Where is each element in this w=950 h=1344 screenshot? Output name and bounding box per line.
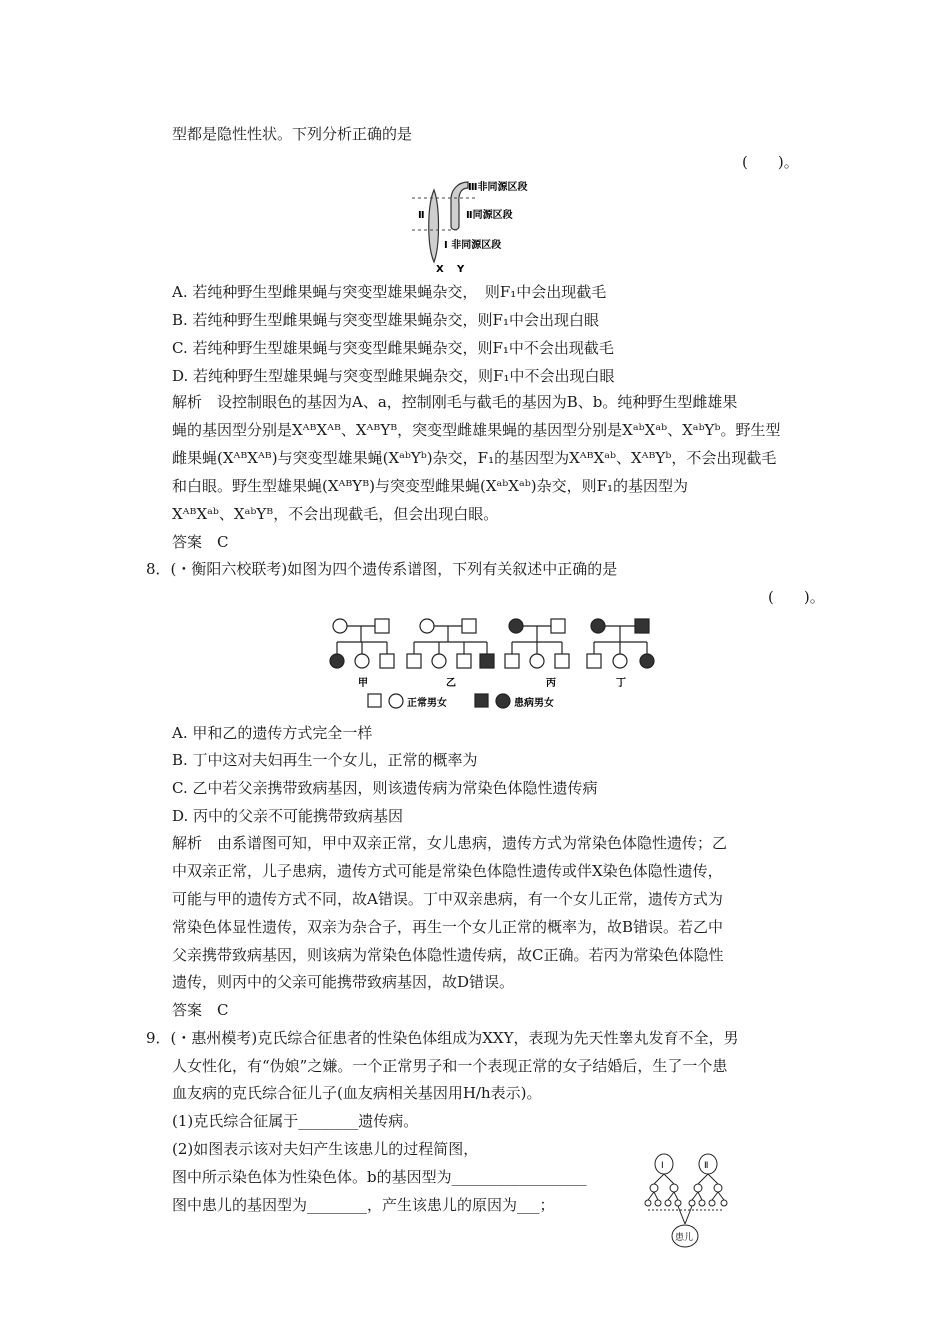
- legend-affected-male: [475, 694, 488, 707]
- q9-stem-line-1: 9．(・惠州模考)克氏综合征患者的性染色体组成为XXY，表现为先天性睾丸发育不全，男: [146, 1029, 739, 1047]
- q7-analysis-line-5: XᴬᴮXᵃᵇ、XᵃᵇYᴮ，不会出现截毛，但会出现白眼。: [172, 505, 499, 523]
- q9-sub1: (1)克氏综合征属于________遗传病。: [172, 1112, 419, 1130]
- pedigree-label-jia: 甲: [358, 678, 368, 689]
- label-I-nonhomologous: Ⅰ 非同源区段: [444, 240, 502, 251]
- q9-stem-line-2: 人女性化，有“伪娘”之嫌。一个正常男子和一个表现正常的女子结婚后，生了一个患: [172, 1057, 728, 1075]
- legend-affected-female: [496, 694, 510, 708]
- father-cell: [655, 1154, 673, 1174]
- child-label: 患儿: [675, 1233, 694, 1243]
- q8-analysis-line-2: 中双亲正常，儿子患病，遗传方式可能是常染色体隐性遗传或伴X染色体隐性遗传，: [172, 862, 723, 880]
- q7-option-c: C. 若纯种野生型雄果蝇与突变型雌果蝇杂交，则F₁中不会出现截毛: [172, 339, 614, 357]
- q7-answer: 答案 C: [172, 533, 229, 551]
- label-III-nonhomologous: Ⅲ非同源区段: [468, 182, 528, 193]
- pedigree-label-ding: 丁: [616, 678, 626, 689]
- x-chromosome-shape: [429, 190, 439, 262]
- q9-sub2-line-2: 图中所示染色体为性染色体。b的基因型为__________________: [172, 1168, 587, 1186]
- pedigree-ding: [587, 619, 654, 668]
- q7-option-b: B. 若纯种野生型雌果蝇与突变型雄果蝇杂交，则F₁中会出现白眼: [172, 311, 599, 329]
- y-chromosome-shape: [451, 182, 468, 230]
- q8-analysis-line-1: 解析 由系谱图可知，甲中双亲正常，女儿患病，遗传方式为常染色体隐性遗传；乙: [172, 834, 728, 852]
- q8-analysis-line-5: 父亲携带致病基因，则该病为常染色体隐性遗传病，故C正确。若丙为常染色体隐性: [172, 946, 724, 964]
- q7-answer-paren: ( )。: [742, 153, 799, 171]
- q7-option-a: A. 若纯种野生型雌果蝇与突变型雄果蝇杂交， 则F₁中会出现截毛: [172, 283, 607, 301]
- pedigree-bing: [505, 619, 569, 668]
- q8-analysis-line-4: 常染色体显性遗传，双亲为杂合子，再生一个女儿正常的概率为，故B错误。若乙中: [172, 918, 724, 936]
- pedigree-figure: [322, 616, 662, 716]
- legend-affected-label: 患病男女: [514, 698, 554, 709]
- pedigree-label-bing: 丙: [546, 678, 556, 689]
- label-II-left: Ⅱ: [418, 210, 425, 221]
- q7-analysis-line-4: 和白眼。野生型雄果蝇(XᴬᴮYᴮ)与突变型雌果蝇(XᵃᵇXᵃᵇ)杂交，则F₁的基因型为: [172, 477, 689, 495]
- pedigree-label-yi: 乙: [446, 678, 456, 689]
- father-label: Ⅰ: [661, 1161, 664, 1171]
- q8-option-b: B. 丁中这对夫妇再生一个女儿，正常的概率为: [172, 751, 478, 769]
- q8-option-a: A. 甲和乙的遗传方式完全一样: [172, 724, 373, 742]
- q8-option-c: C. 乙中若父亲携带致病基因，则该遗传病为常染色体隐性遗传病: [172, 779, 598, 797]
- q7-option-d: D. 若纯种野生型雄果蝇与突变型雌果蝇杂交，则F₁中不会出现白眼: [172, 367, 615, 385]
- q7-analysis-line-1: 解析 设控制眼色的基因为A、a，控制刚毛与截毛的基因为B、b。纯种野生型雌雄果: [172, 393, 738, 411]
- q7-intro-line: 型都是隐性性状。下列分析正确的是: [172, 125, 413, 143]
- q9-sub2-line-3: 图中患儿的基因型为________，产生该患儿的原因为___；: [172, 1196, 555, 1214]
- q9-stem-line-3: 血友病的克氏综合征儿子(血友病相关基因用H/h表示)。: [172, 1084, 542, 1102]
- q9-sub2-line-1: (2)如图表示该对夫妇产生该患儿的过程简图，: [172, 1140, 479, 1158]
- q7-analysis-line-2: 蝇的基因型分别是XᴬᴮXᴬᴮ、XᴬᴮYᴮ，突变型雌雄果蝇的基因型分别是XᵃᵇXᵃᵇ、XᵃᵇYᵇ。野生型: [172, 421, 781, 439]
- label-y: Y: [457, 264, 465, 275]
- label-x: X: [436, 264, 444, 275]
- label-II-homologous: Ⅱ同源区段: [466, 210, 513, 221]
- pedigree-jia: [330, 619, 394, 668]
- pedigree-yi: [407, 619, 494, 668]
- gamete-process-figure: [640, 1152, 735, 1250]
- mother-label: Ⅱ: [704, 1161, 709, 1171]
- legend-normal-male: [368, 694, 381, 707]
- q8-option-d: D. 丙中的父亲不可能携带致病基因: [172, 807, 404, 825]
- xy-chromosome-figure: [410, 176, 540, 276]
- q8-analysis-line-6: 遗传，则丙中的父亲可能携带致病基因，故D错误。: [172, 973, 515, 991]
- q8-answer: 答案 C: [172, 1001, 229, 1019]
- q8-answer-paren: ( )。: [768, 588, 825, 606]
- legend-normal-female: [389, 694, 403, 708]
- q7-analysis-line-3: 雌果蝇(XᴬᴮXᴬᴮ)与突变型雄果蝇(XᵃᵇYᵇ)杂交，F₁的基因型为XᴬᴮXᵃᵇ、XᴬᴮYᵇ，不会出现截毛: [172, 449, 777, 467]
- legend-normal-label: 正常男女: [407, 698, 447, 709]
- q8-analysis-line-3: 可能与甲的遗传方式不同，故A错误。丁中双亲患病，有一个女儿正常，遗传方式为: [172, 890, 723, 908]
- q8-stem: 8．(・衡阳六校联考)如图为四个遗传系谱图，下列有关叙述中正确的是: [146, 560, 618, 578]
